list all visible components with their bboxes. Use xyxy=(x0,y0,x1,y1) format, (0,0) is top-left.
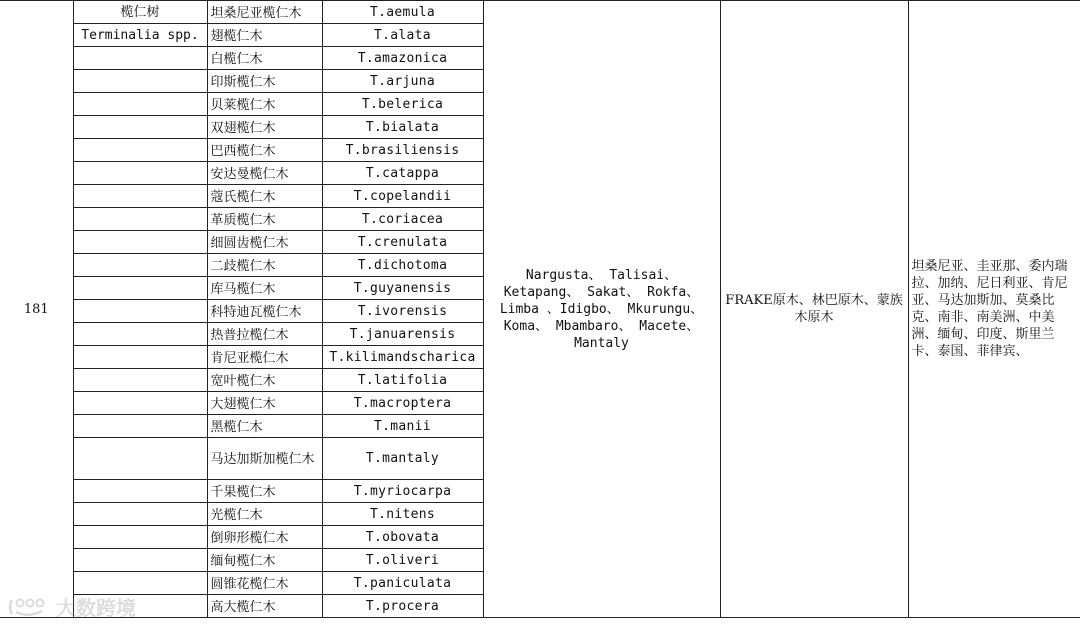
category-empty-cell xyxy=(73,526,207,549)
species-chinese-name: 坦桑尼亚榄仁木 xyxy=(207,1,322,24)
species-chinese-name: 圆锥花榄仁木 xyxy=(207,572,322,595)
category-empty-cell xyxy=(73,231,207,254)
category-empty-cell xyxy=(73,70,207,93)
species-chinese-name: 倒卵形榄仁木 xyxy=(207,526,322,549)
species-chinese-name: 缅甸榄仁木 xyxy=(207,549,322,572)
species-latin-name: T.crenulata xyxy=(322,231,483,254)
species-latin-name: T.copelandii xyxy=(322,185,483,208)
species-chinese-name: 巴西榄仁木 xyxy=(207,139,322,162)
category-empty-cell xyxy=(73,47,207,70)
row-number: 181 xyxy=(0,1,73,618)
species-chinese-name: 高大榄仁木 xyxy=(207,595,322,618)
category-empty-cell xyxy=(73,254,207,277)
category-empty-cell xyxy=(73,595,207,618)
category-empty-cell xyxy=(73,346,207,369)
species-chinese-name: 肯尼亚榄仁木 xyxy=(207,346,322,369)
species-latin-name: T.ivorensis xyxy=(322,300,483,323)
species-latin-name: T.amazonica xyxy=(322,47,483,70)
species-latin-name: T.dichotoma xyxy=(322,254,483,277)
category-empty-cell xyxy=(73,208,207,231)
category-empty-cell xyxy=(73,572,207,595)
category-empty-cell xyxy=(73,392,207,415)
table-row xyxy=(0,1,1080,24)
species-chinese-name: 千果榄仁木 xyxy=(207,480,322,503)
species-chinese-name: 双翅榄仁木 xyxy=(207,116,322,139)
species-latin-name: T.catappa xyxy=(322,162,483,185)
category-empty-cell xyxy=(73,93,207,116)
species-latin-name: T.coriacea xyxy=(322,208,483,231)
species-chinese-name: 热普拉榄仁木 xyxy=(207,323,322,346)
species-chinese-name: 安达曼榄仁木 xyxy=(207,162,322,185)
species-chinese-name: 细圆齿榄仁木 xyxy=(207,231,322,254)
species-chinese-name: 库马榄仁木 xyxy=(207,277,322,300)
species-latin-name: T.alata xyxy=(322,24,483,47)
original-timber-names: FRAKE原木、林巴原木、蒙族木原木 xyxy=(720,1,908,618)
species-latin-name: T.arjuna xyxy=(322,70,483,93)
category-empty-cell xyxy=(73,549,207,572)
species-latin-name: T.guyanensis xyxy=(322,277,483,300)
species-latin-name: T.obovata xyxy=(322,526,483,549)
category-latin: Terminalia spp. xyxy=(73,24,207,47)
watermark-text: 大数跨境 xyxy=(56,596,136,620)
species-latin-name: T.belerica xyxy=(322,93,483,116)
species-latin-name: T.januarensis xyxy=(322,323,483,346)
category-empty-cell xyxy=(73,300,207,323)
species-chinese-name: 蔻氏榄仁木 xyxy=(207,185,322,208)
category-empty-cell xyxy=(73,503,207,526)
species-chinese-name: 科特迪瓦榄仁木 xyxy=(207,300,322,323)
category-empty-cell xyxy=(73,369,207,392)
species-chinese-name: 黑榄仁木 xyxy=(207,415,322,438)
species-chinese-name: 革质榄仁木 xyxy=(207,208,322,231)
species-chinese-name: 白榄仁木 xyxy=(207,47,322,70)
category-empty-cell xyxy=(73,277,207,300)
category-empty-cell xyxy=(73,116,207,139)
species-latin-name: T.macroptera xyxy=(322,392,483,415)
origin-regions: 坦桑尼亚、圭亚那、委内瑞拉、加纳、尼日利亚、肯尼亚、马达加斯加、莫桑比克、南非、南美洲、中美洲、缅甸、印度、斯里兰卡、泰国、菲律宾、 xyxy=(908,1,1080,618)
species-latin-name: T.oliveri xyxy=(322,549,483,572)
species-latin-name: T.aemula xyxy=(322,1,483,24)
trade-names: Nargusta、 Talisai、 Ketapang、 Sakat、 Rokfa、 Limba 、Idigbo、 Mkurungu、 Koma、 Mbambaro、 Macete、 Mantaly xyxy=(483,1,720,618)
species-chinese-name: 印斯榄仁木 xyxy=(207,70,322,93)
species-chinese-name: 翅榄仁木 xyxy=(207,24,322,47)
category-empty-cell xyxy=(73,480,207,503)
species-latin-name: T.latifolia xyxy=(322,369,483,392)
species-chinese-name: 二歧榄仁木 xyxy=(207,254,322,277)
species-latin-name: T.manii xyxy=(322,415,483,438)
category-empty-cell xyxy=(73,185,207,208)
species-chinese-name: 马达加斯加榄仁木 xyxy=(207,438,322,480)
category-empty-cell xyxy=(73,415,207,438)
species-latin-name: T.paniculata xyxy=(322,572,483,595)
species-chinese-name: 宽叶榄仁木 xyxy=(207,369,322,392)
species-latin-name: T.bialata xyxy=(322,116,483,139)
category-empty-cell xyxy=(73,438,207,480)
category-empty-cell xyxy=(73,139,207,162)
table-body xyxy=(0,1,1080,618)
species-chinese-name: 光榄仁木 xyxy=(207,503,322,526)
species-latin-name: T.kilimandscharica xyxy=(322,346,483,369)
species-latin-name: T.nitens xyxy=(322,503,483,526)
category-empty-cell xyxy=(73,323,207,346)
category-empty-cell xyxy=(73,162,207,185)
species-chinese-name: 大翅榄仁木 xyxy=(207,392,322,415)
species-latin-name: T.procera xyxy=(322,595,483,618)
species-latin-name: T.brasiliensis xyxy=(322,139,483,162)
species-latin-name: T.myriocarpa xyxy=(322,480,483,503)
species-latin-name: T.mantaly xyxy=(322,438,483,480)
category-cn: 榄仁树 xyxy=(73,1,207,24)
species-chinese-name: 贝莱榄仁木 xyxy=(207,93,322,116)
